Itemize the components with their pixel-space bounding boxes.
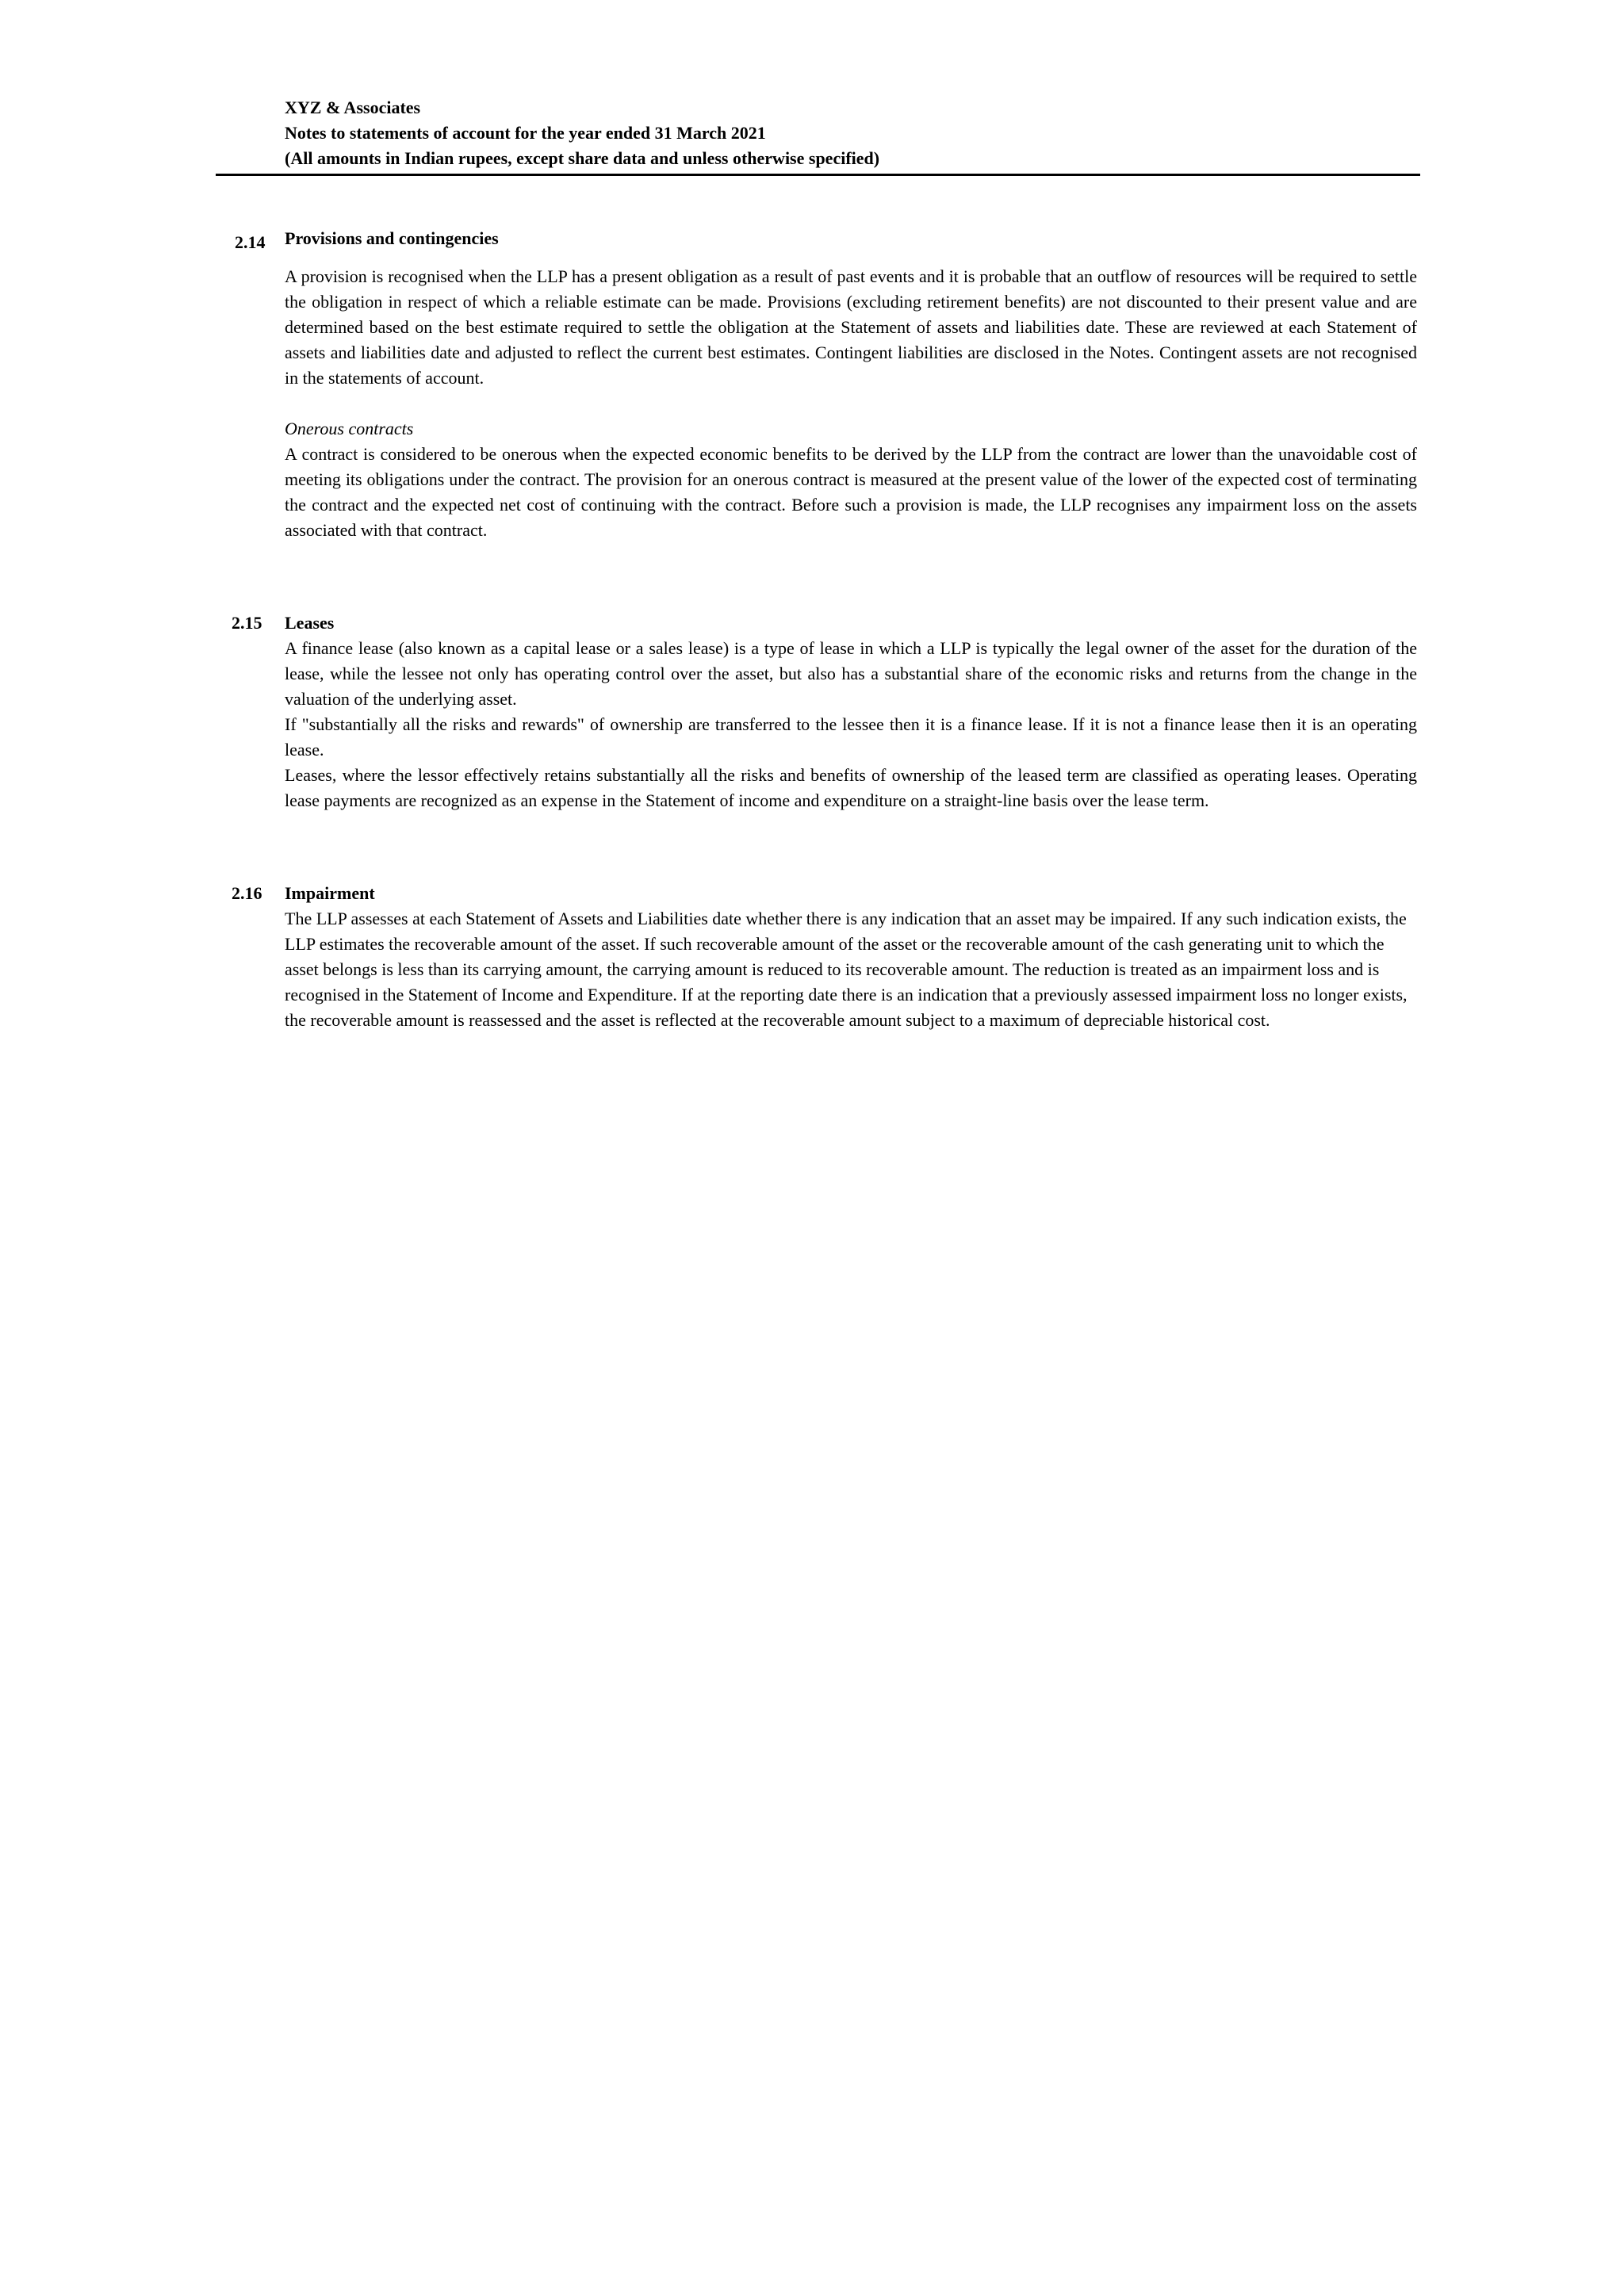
section-paragraph: If "substantially all the risks and rewards" of ownership are transferred to the lessee then it is a finance lease. If it is not a finance lease then it is an operating lease. bbox=[285, 714, 1417, 760]
subsection-paragraph: A contract is considered to be onerous when the expected economic benefits to be derived by the LLP from the contract are lower than the unavoidable cost of meeting its obligations under the contract. The provision for an onerous contract is measured at the present value of the lower of the expected cost of terminating the contract and the expected net cost of continuing with the contract. Before such a provision is made, the LLP recognises any impairment loss on the assets associated with that contract. bbox=[285, 444, 1417, 540]
section-paragraph: A provision is recognised when the LLP has a present obligation as a result of past events and it is probable that an outflow of resources will be required to settle the obligation in respect of which a reliable estimate can be made. Provisions (excluding retirement benefits) are not discounted to their present value and are determined based on the best estimate required to settle the obligation at the Statement of assets and liabilities date. These are reviewed at each Statement of assets and liabilities date and adjusted to reflect the current best estimates. Contingent liabilities are disclosed in the Notes. Contingent assets are not recognised in the statements of account. bbox=[285, 266, 1417, 388]
section-number: 2.14 bbox=[235, 232, 266, 252]
section-title: Provisions and contingencies bbox=[285, 228, 499, 248]
document-subtitle: (All amounts in Indian rupees, except share data and unless otherwise specified) bbox=[285, 148, 880, 168]
subsection-heading: Onerous contracts bbox=[285, 419, 414, 438]
section-paragraph: Leases, where the lessor effectively retains substantially all the risks and benefits of ownership of the leased term are classified as operating leases. Operating lease payments are recognized as an expense in the Statement of income and expenditure on a straight-line basis over the lease term. bbox=[285, 765, 1417, 810]
section-paragraph: A finance lease (also known as a capital lease or a sales lease) is a type of lease in which a LLP is typically the legal owner of the asset for the duration of the lease, while the lessee not only has operating control over the asset, but also has a substantial share of the economic risks and returns from the change in the valuation of the underlying asset. bbox=[285, 638, 1417, 709]
section-title: Impairment bbox=[285, 883, 375, 903]
section-paragraph: The LLP assesses at each Statement of Assets and Liabilities date whether there is any indication that an asset may be impaired. If any such indication exists, the LLP estimates the recoverable amount of the asset. If such recoverable amount of the asset or the recoverable amount of the cash generating unit to which the asset belongs is less than its carrying amount, the carrying amount is reduced to its recoverable amount. The reduction is treated as an impairment loss and is recognised in the Statement of Income and Expenditure. If at the reporting date there is an indication that a previously assessed impairment loss no longer exists, the recoverable amount is reassessed and the asset is reflected at the recoverable amount subject to a maximum of depreciable historical cost. bbox=[285, 909, 1408, 1030]
company-name: XYZ & Associates bbox=[285, 98, 421, 117]
document-title: Notes to statements of account for the year ended 31 March 2021 bbox=[285, 123, 766, 143]
section-title: Leases bbox=[285, 613, 335, 633]
document-header bbox=[285, 95, 1419, 171]
header-divider bbox=[216, 174, 1420, 176]
section-number: 2.16 bbox=[232, 883, 262, 903]
section-number: 2.15 bbox=[232, 613, 262, 633]
